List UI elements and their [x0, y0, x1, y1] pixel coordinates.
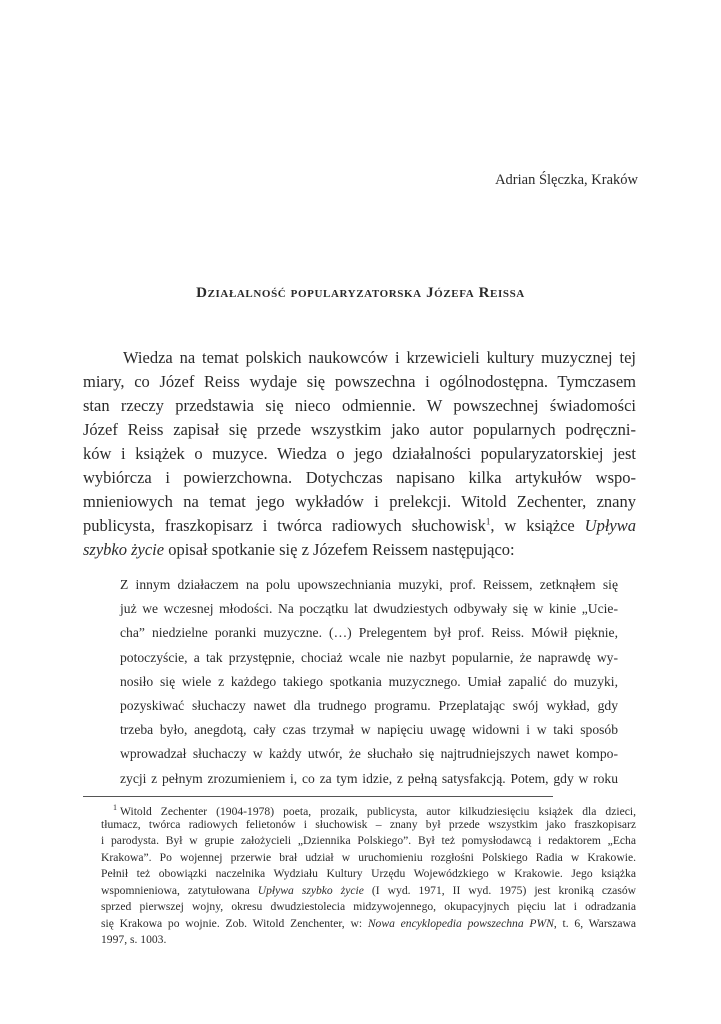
footnote [101, 800, 636, 949]
body-paragraph [83, 346, 636, 562]
quote-line: wprowadzał słuchaczy w każdy utwór, że słuchało się najtrudniejszych nawet kompo- [120, 746, 618, 762]
footnote-line: Pełnił też obowiązki naczelnika Wydziału Kultury Urzędu Wojewódzkiego w Krakowie. Jego książka [101, 867, 636, 880]
footnote-text: Witold Zechenter (1904-1978) poeta, prozaik, publicysta, autor kilkudziesięciu książek dla dzieci, [120, 804, 636, 818]
footnote-divider [83, 796, 553, 797]
footnote-reference[interactable]: 1 [485, 516, 491, 527]
footnote-line: Krakowa”. Po wojennej przerwie brał udział w uruchomieniu rozgłośni Polskiego Radia w Krakowie. [101, 850, 636, 864]
book-title: Upływa [584, 516, 636, 535]
footnote-line: tłumacz, twórca radiowych felietonów i słuchowisk – znany był przede wszystkim jako fraszkopisarz [101, 817, 636, 831]
footnote-number: 1 [113, 803, 117, 812]
article-title: Działalność popularyzatorska Józefa Reissa [196, 285, 525, 301]
footnote-line [101, 883, 636, 900]
footnote-text: wspomnieniowa, zatytułowana [101, 883, 258, 897]
body-line: stan rzeczy przedstawia się nieco odmiennie. W powszechnej świadomości [83, 396, 636, 415]
quote-line: pozyskiwać słuchaczy nawet dla trudnego programu. Przeplatając swój wykład, gdy [120, 697, 618, 713]
body-text: , w książce [490, 516, 585, 535]
footnote-line [101, 916, 636, 933]
body-line [83, 514, 636, 538]
body-line: ków i książek o muzyce. Wiedza o jego działalności popularyzatorskiej jest [83, 444, 636, 463]
body-line: Wiedza na temat polskich naukowców i krzewicieli kultury muzycznej tej [123, 348, 636, 367]
quote-line: zycji z pełnym zrozumieniem i, co za tym idzie, z pełną satysfakcją. Potem, gdy w roku [120, 770, 618, 786]
body-text: publicysta, fraszkopisarz i twórca radiowych słuchowisk [83, 516, 486, 535]
body-line: Józef Reiss zapisał się przede wszystkim jako autor popularnych podręczni- [83, 420, 636, 439]
book-title: szybko życie [83, 540, 165, 559]
footnote-line: 1997, s. 1003. [101, 933, 167, 946]
body-line: wybiórcza i powierzchowna. Dotychczas napisano kilka artykułów wspo- [83, 468, 636, 487]
quote-line: Z innym działaczem na polu upowszechniania muzyki, prof. Reissem, zetknąłem się [120, 577, 618, 592]
quote-line: potoczyście, a tak przystępnie, chociaż wcale nie nazbyt popularnie, że naprawdę wy- [120, 649, 618, 665]
footnote-line: i parodysta. Był w grupie założycieli „Dziennika Polskiego”. Był też pomysłodawcą i redaktorem „Echa [101, 834, 636, 847]
quote-line: nosiło się wiele z każdego takiego spotkania muzycznego. Umiał zapalić do muzyki, [120, 673, 618, 689]
quote-line: cha” niedzielne poranki muzyczne. (…) Prelegentem był prof. Reiss. Mówił pięknie, [120, 625, 618, 641]
body-line [83, 538, 636, 562]
footnote-text: (I wyd. 1971, II wyd. 1975) jest kroniką czasów [363, 883, 636, 897]
body-text: opisał spotkanie się z Józefem Reissem następująco: [164, 540, 515, 559]
book-title: Upływa szybko życie [257, 883, 364, 897]
footnote-text: , t. 6, Warszawa [553, 916, 637, 930]
body-line: mnieniowych na temat jego wykładów i prelekcji. Witold Zechenter, znany [83, 492, 636, 511]
encyclopedia-title: Nowa encyklopedia powszechna PWN [367, 916, 554, 930]
author-line: Adrian Ślęczka, Kraków [495, 172, 638, 188]
quote-line: trzeba było, anegdotą, cały czas trzymał w napięciu uwagę widowni i w taki sposób [120, 722, 618, 738]
footnote-line [113, 800, 636, 817]
footnote-line: sprzed pierwszej wojny, okresu dwudziestolecia midzywojennego, okupacyjnych pięciu lat i odradzania [101, 900, 636, 913]
body-line: miary, co Józef Reiss wydaje się powszechna i ogólnodostępna. Tymczasem [83, 372, 636, 391]
block-quote [120, 573, 618, 791]
quote-line: już we wczesnej młodości. Na początku lat dwudziestych odbywały się w kinie „Ucie- [120, 601, 618, 617]
footnote-text: się Krakowa po wojnie. Zob. Witold Zenchenter, w: [101, 916, 368, 930]
